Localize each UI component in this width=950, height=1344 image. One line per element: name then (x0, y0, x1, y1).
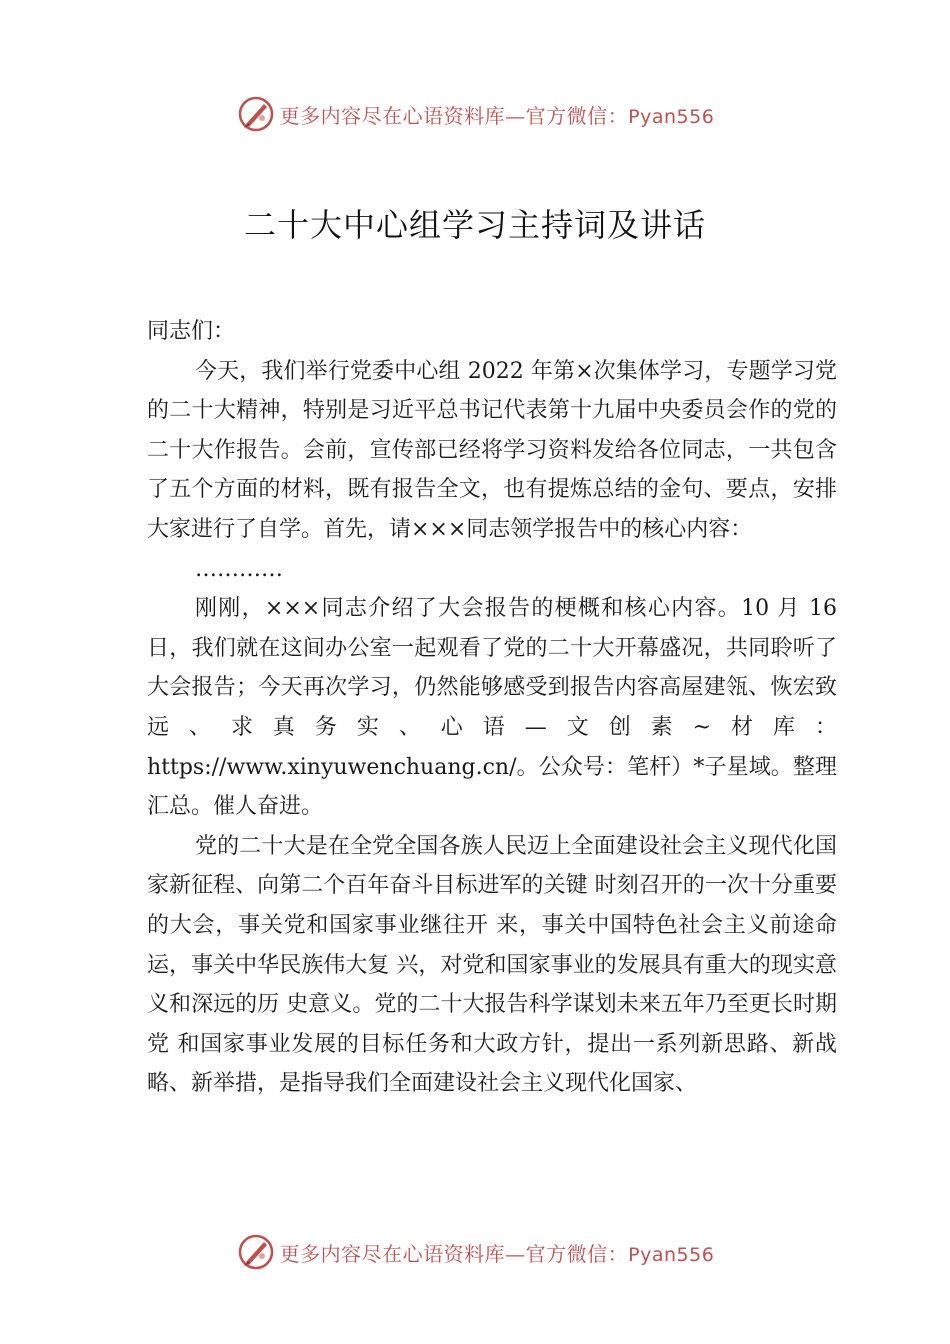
document-body (147, 312, 837, 1104)
watermark-text: 更多内容尽在心语资料库—官方微信：Pyan556 (279, 103, 715, 128)
header-watermark (0, 92, 950, 136)
pen-logo-icon (236, 94, 276, 134)
paragraph: 党的二十大是在全党全国各族人民迈上全面建设社会主义现代化国家新征程、向第二个百年奋斗目标进军的关键 时刻召开的一次十分重要的大会，事关党和国家事业继往开 来，事关中国特色社会主义前途命运，事关中华民族伟大复 兴，对党和国家事业的发展具有重大的现实意义和深远的历 史意义。党的二十大报告科学谋划未来五年乃至更长时期党 和国家事业发展的目标任务和大政方针，提出一系列新思路、新战略、新举措，是指导我们全面建设社会主义现代化国家、 (147, 833, 837, 1097)
watermark-text: 更多内容尽在心语资料库—官方微信：Pyan556 (279, 1241, 715, 1266)
paragraph: 今天，我们举行党委中心组 2022 年第×次集体学习，专题学习党的二十大精神，特别是习近平总书记代表第十九届中央委员会作的党的二十大作报告。会前，宣传部已经将学习资料发给各位同志，一共包含了五个方面的材料，既有报告全文，也有提炼总结的金句、要点，安排大家进行了自学。首先，请×××同志领学报告中的核心内容： (147, 358, 837, 542)
pen-logo-icon (236, 1232, 276, 1272)
footer-watermark (0, 1230, 950, 1274)
wechat-id: Pyan556 (628, 1243, 715, 1266)
salutation: 同志们： (147, 319, 236, 344)
ellipsis-paragraph: ………… (195, 556, 283, 582)
paragraph: 刚刚，×××同志介绍了大会报告的梗概和核心内容。10 月 16 日，我们就在这间办公室一起观看了党的二十大开幕盛况，共同聆听了大会报告；今天再次学习，仍然能够感受到报告内容高屋建瓴、恢宏致远、求真务实、心语—文创素~材库：https://www.xinyuwenchuang.cn/。公众号：笔杆）*子星域。整理汇总。催人奋进。 (147, 596, 837, 820)
wechat-id: Pyan556 (628, 105, 715, 128)
document-title: 二十大中心组学习主持词及讲话 (243, 206, 706, 244)
